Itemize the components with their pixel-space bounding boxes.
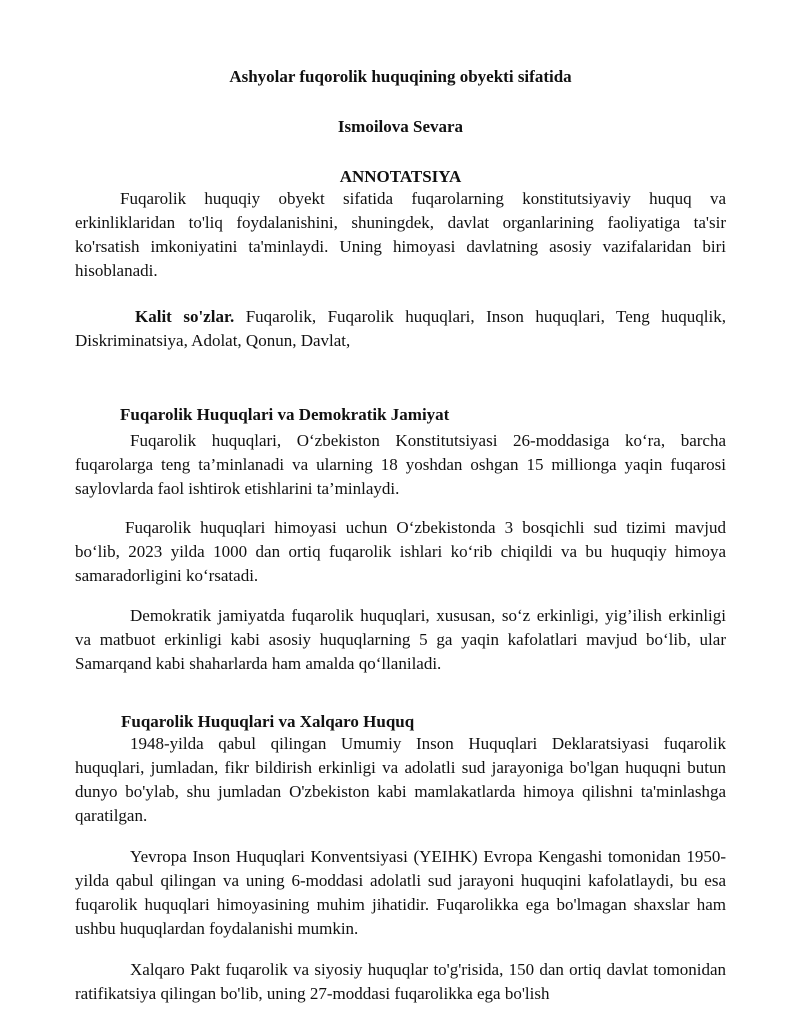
keywords-text: Fuqarolik, Fuqarolik huquqlari, Inson huquqlari, Teng huquqlik, Diskriminatsiya, Adolat, Qonun, Davlat, <box>75 307 726 350</box>
section-paragraph: Fuqarolik huquqlari, O‘zbekiston Konstitutsiyasi 26-moddasiga ko‘ra, barcha fuqarolarga teng ta’minlanadi va ularning 18 yoshdan oshgan 15 millionga yaqin fuqarosi saylovlarda faol ishtirok etishlarini ta’minlaydi. <box>75 431 726 498</box>
section-paragraph: 1948-yilda qabul qilingan Umumiy Inson Huquqlari Deklaratsiyasi fuqarolik huquqlari, jumladan, fikr bildirish erkinligi va adolatli sud jarayoniga bo'lgan huquqni butun dunyo bo'ylab, shu jumladan O'zbekiston kabi mamlakatlarda himoya qilishni ta'minlashga qaratilgan. <box>75 734 726 825</box>
section-paragraph: Yevropa Inson Huquqlari Konventsiyasi (YEIHK) Evropa Kengashi tomonidan 1950-yilda qabul qilingan va uning 6-moddasi adolatli sud jarayoni huquqini kafolatlaydi, bu esa fuqarolik huquqlari himoyasining muhim jihatidir. Fuqarolikka ega bo'lmagan shaxslar ham ushbu huquqlardan foydalanishi mumkin. <box>75 847 726 938</box>
abstract-text: Fuqarolik huquqiy obyekt sifatida fuqarolarning konstitutsiyaviy huquq va erkinliklaridan to'liq foydalanishini, shuningdek, davlat organlarining faoliyatiga ta'sir ko'rsatish imkoniyatini ta'minlaydi. Uning himoyasi davlatning asosiy vazifalaridan biri hisoblanadi. <box>75 189 726 280</box>
abstract-heading: ANNOTATSIYA <box>339 167 462 186</box>
keywords-label: Kalit so'zlar. <box>135 307 235 326</box>
section-paragraph: Xalqaro Pakt fuqarolik va siyosiy huquqlar to'g'risida, 150 dan ortiq davlat tomonidan ratifikatsiya qilingan bo'lib, uning 27-moddasi fuqarolikka ega bo'lish <box>75 960 726 1003</box>
author-name: Ismoilova Sevara <box>337 117 464 136</box>
document-title: Ashyolar fuqorolik huquqining obyekti sifatida <box>229 67 572 86</box>
section-paragraph: Fuqarolik huquqlari himoyasi uchun O‘zbekistonda 3 bosqichli sud tizimi mavjud bo‘lib, 2023 yilda 1000 dan ortiq fuqarolik ishlari ko‘rib chiqildi va bu huquqiy himoya samaradorligini ko‘rsatadi. <box>75 518 726 585</box>
keywords-paragraph <box>75 305 726 353</box>
section-paragraph: Demokratik jamiyatda fuqarolik huquqlari, xususan, so‘z erkinligi, yig’ilish erkinligi va matbuot erkinligi kabi asosiy huquqlarning 5 ga yaqin kafolatlari mavjud bo‘lib, ular Samarqand kabi shaharlarda ham amalda qo‘llaniladi. <box>75 606 726 673</box>
section-heading: Fuqarolik Huquqlari va Demokratik Jamiyat <box>120 405 450 424</box>
section-heading: Fuqarolik Huquqlari va Xalqaro Huquq <box>121 712 415 731</box>
